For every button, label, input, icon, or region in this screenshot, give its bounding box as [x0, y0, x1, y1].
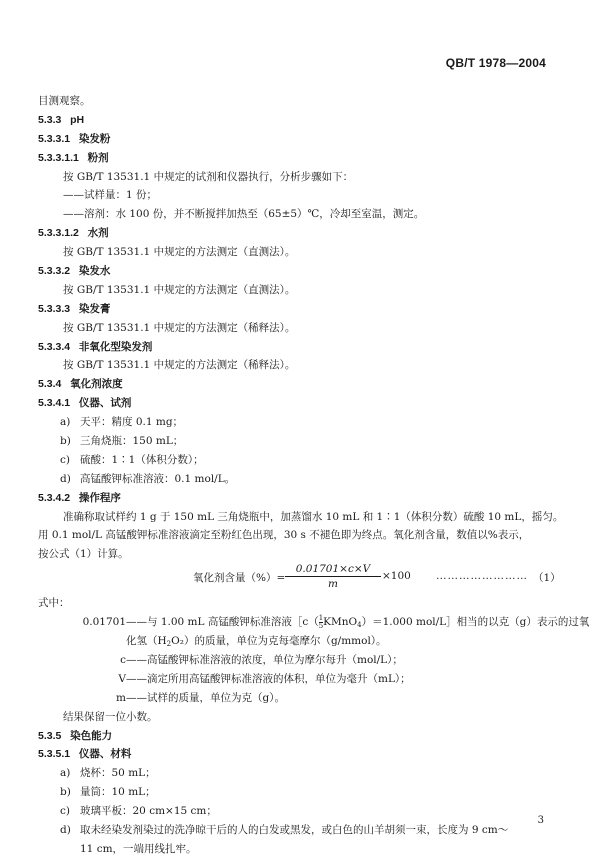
list-text: 天平：精度 0.1 mg； [80, 416, 184, 429]
page-number: 3 [537, 815, 544, 826]
section-spacer [79, 152, 88, 164]
paragraph-line: ——溶剂：水 100 份，并不断搅拌加热至（65±5）℃，冷却至室温，测定。 [63, 208, 425, 221]
list-marker: b) [60, 435, 71, 448]
section-title: 操作程序 [78, 491, 121, 504]
list-marker: d) [60, 823, 71, 836]
formula-denominator: m [328, 578, 338, 591]
section-heading [38, 300, 558, 319]
formula-fraction [285, 562, 381, 591]
definition-text: ）＝1.000 mol/L］相当的以克（g）表示的过氧 [361, 616, 590, 629]
section-title: 氧化剂浓度 [70, 378, 123, 391]
section-title: 非氧化型染发剂 [78, 340, 153, 353]
list-item [38, 783, 558, 802]
section-spacer [79, 227, 88, 239]
paragraph-line: 按 GB/T 13531.1 中规定的试剂和仪器执行，分析步骤如下： [63, 170, 354, 183]
variable-definition [38, 689, 558, 708]
section-number: 5.3.3.1.2 [38, 227, 79, 240]
paragraph-line: 结果保留一位小数。 [63, 710, 158, 723]
definition-text: 化氢（H [126, 635, 167, 648]
definition-text: ——高锰酸钾标准溶液的浓度，单位为摩尔每升（mol/L）； [126, 653, 403, 666]
variable-definition [38, 613, 590, 632]
paragraph-line: 目测观察。 [38, 95, 91, 107]
definition-text: ——试样的质量，单位为克（g）。 [126, 691, 285, 704]
section-heading [38, 149, 558, 168]
section-title: 染发膏 [78, 302, 111, 315]
formula-label: 氧化剂含量（%）= [193, 572, 286, 585]
section-title: 粉剂 [87, 151, 109, 164]
paragraph-line: 准确称取试样约 1 g 于 150 mL 三角烧瓶中，加蒸馏水 10 mL 和 1∶1（体积分数）硫酸 10 mL，摇匀。 [63, 510, 564, 523]
paragraph-line: 按 GB/T 13531.1 中规定的方法测定（直测法）。 [63, 246, 296, 259]
variable-symbol: c [120, 653, 126, 666]
list-item [38, 802, 558, 821]
fraction-numerator: 1 [318, 613, 324, 622]
section-heading [38, 745, 558, 764]
section-number: 5.3.4.1 [38, 397, 71, 410]
variable-description [126, 689, 285, 708]
section-spacer [70, 397, 79, 409]
section-title: 仪器、试剂 [78, 397, 132, 410]
variable-definition [38, 651, 558, 670]
section-heading [38, 338, 558, 357]
section-heading [38, 262, 558, 281]
section-spacer [61, 378, 70, 390]
list-text: 烧杯：50 mL； [80, 767, 156, 780]
definition-text: ——与 1.00 mL 高锰酸钾标准溶液［c（ [126, 616, 319, 629]
section-heading [38, 394, 558, 413]
standard-code: QB/T 1978—2004 [445, 56, 546, 70]
list-item [38, 764, 558, 783]
section-number: 5.3.3.1.1 [38, 151, 79, 164]
section-spacer [70, 303, 79, 315]
list-text: 高锰酸钾标准溶液：0.1 mol/L。 [80, 472, 236, 485]
definition-text: ——滴定所用高锰酸钾标准溶液的体积，单位为毫升（mL）； [126, 672, 411, 685]
paragraph-line: 按公式（1）计算。 [38, 548, 129, 561]
variable-symbol: V [118, 672, 126, 685]
section-title: 染发水 [78, 265, 111, 278]
section-spacer [70, 748, 79, 760]
paragraph-line: 按 GB/T 13531.1 中规定的方法测定（稀释法）。 [63, 321, 296, 334]
list-marker: a) [60, 767, 71, 780]
formula-leader-dots: …………………… [436, 570, 528, 583]
list-marker: c) [60, 805, 70, 818]
paragraph-line: ——试样量：1 份； [63, 189, 158, 202]
list-text: 取未经染发剂染过的洗净晾干后的人的白发或黑发，或白色的山羊胡须一束，长度为 9 cm～ [80, 823, 509, 836]
section-number: 5.3.3.1 [38, 132, 71, 145]
section-spacer [70, 341, 79, 353]
variable-definition [38, 632, 558, 651]
definition-text: O₂）的质量，单位为克每毫摩尔（g/mmol）。 [171, 635, 387, 648]
list-marker: b) [60, 786, 71, 799]
fraction-denominator: 5 [318, 621, 324, 630]
paragraph-line: 式中： [38, 597, 70, 610]
section-number: 5.3.4.2 [38, 491, 71, 504]
section-title: 仪器、材料 [78, 748, 132, 761]
section-title: pH [70, 113, 85, 126]
list-continuation: 11 cm，一端用线扎牢。 [80, 842, 197, 855]
list-item [38, 470, 558, 489]
section-spacer [70, 265, 79, 277]
section-spacer [61, 114, 70, 126]
list-item [38, 413, 558, 432]
section-number: 5.3.3 [38, 113, 62, 126]
variable-symbol: 0.01701 [82, 616, 126, 629]
section-spacer [70, 133, 79, 145]
section-spacer [70, 492, 79, 504]
list-text: 量筒：10 mL； [80, 786, 156, 799]
section-number: 5.3.3.4 [38, 340, 71, 353]
section-title: 水剂 [87, 227, 109, 240]
list-text: 硫酸：1∶1（体积分数）； [80, 453, 204, 466]
formula-number: （1） [533, 572, 561, 585]
section-title: 染发粉 [78, 132, 111, 145]
section-spacer [61, 730, 70, 742]
subscript: 4 [357, 621, 362, 630]
section-heading [38, 111, 558, 130]
formula-numerator: 0.01701×c×V [285, 562, 381, 577]
section-number: 5.3.4 [38, 378, 62, 391]
section-heading [38, 727, 558, 746]
subscript: 2 [166, 640, 172, 649]
list-text: 三角烧瓶：150 mL； [80, 435, 184, 448]
section-heading [38, 130, 558, 149]
variable-symbol: m [116, 691, 126, 704]
section-heading [38, 375, 558, 394]
section-heading [38, 224, 558, 243]
list-marker: c) [60, 453, 70, 466]
section-number: 5.3.5.1 [38, 748, 71, 761]
list-marker: a) [60, 416, 71, 429]
variable-definition [38, 670, 558, 689]
section-number: 5.3.5 [38, 729, 62, 742]
variable-description [126, 651, 403, 670]
list-item [38, 821, 558, 840]
formula-tail: ×100 [382, 570, 411, 583]
paragraph-line: 用 0.1 mol/L 高锰酸钾标准溶液滴定至粉红色出现，30 s 不褪色即为终点。氧化剂含量，数值以%表示， [38, 529, 530, 542]
list-text: 玻璃平板：20 cm×15 cm； [80, 805, 217, 818]
paragraph-line: 按 GB/T 13531.1 中规定的方法测定（稀释法）。 [63, 359, 296, 372]
list-marker: d) [60, 472, 71, 485]
formula-1 [38, 563, 561, 594]
section-title: 染色能力 [70, 729, 113, 742]
section-heading [38, 489, 558, 508]
section-number: 5.3.3.3 [38, 302, 71, 315]
chemical-formula: KMnO [323, 616, 358, 629]
section-number: 5.3.3.2 [38, 265, 71, 278]
variable-description [126, 670, 411, 689]
paragraph-line: 按 GB/T 13531.1 中规定的方法测定（直测法）。 [63, 283, 296, 296]
list-item [38, 432, 558, 451]
body-text [38, 92, 590, 859]
list-item [38, 451, 558, 470]
